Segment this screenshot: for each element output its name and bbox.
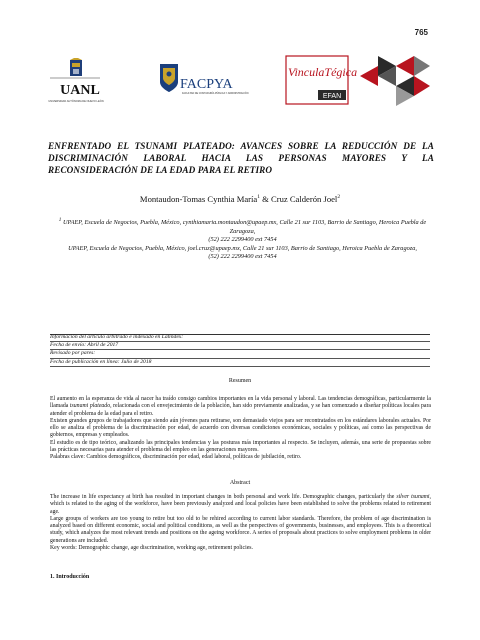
resumen-paragraph <box>50 396 431 418</box>
vinculategica-logo-graphic <box>278 48 438 114</box>
abstract-p1-end: , which is related to the aging of the workforce, have been previously analyzed and local policies have been established to solve the problems related to retirement age. <box>50 494 431 515</box>
abstract-heading: Abstract <box>229 480 251 486</box>
vinculategica-logo <box>278 48 438 114</box>
author-2-sup: 2 <box>337 194 341 201</box>
abstract-body <box>50 494 431 552</box>
page-number: 765 <box>414 28 428 37</box>
article-metadata <box>50 334 430 367</box>
affiliation-1-text: UPAEP, Escuela de Negocios, Puebla, México, cynthiamaria.montaudon@upaep.mx, Calle 21 sur 1103, Barrio de Santiago, Heroica Puebla de Zaragoza, <box>63 219 427 235</box>
affiliations <box>50 216 435 262</box>
resumen-p1-term: tsunami plateado <box>69 403 111 410</box>
metadata-line: Información del artículo arbitrado e indexado en Latindex: <box>50 334 430 342</box>
vt-wordmark: VinculaTégica <box>288 65 358 79</box>
metadata-line: Revisado por pares: <box>50 350 430 358</box>
uanl-logo-graphic <box>40 58 110 110</box>
affiliation-1-phone: (52) 222 2299400 ext 7454 <box>208 236 277 244</box>
uanl-wordmark: UANL <box>60 83 100 98</box>
abstract-p1-term: silver tsunami <box>396 494 430 500</box>
author-1: Montaudon-Tomas Cynthia María <box>139 194 258 204</box>
vt-sub: EFAN <box>322 93 342 100</box>
resumen-keywords: Palabras clave: Cambios demográficos, discriminación por edad, edad laboral, políticas de jubilación, retiro. <box>50 454 302 461</box>
section-heading-introduccion: 1. Introducción <box>50 574 90 580</box>
affiliation-1-sup: 1 <box>58 217 62 223</box>
authors-line <box>0 194 480 204</box>
author-1-sup: 1 <box>257 194 260 201</box>
resumen-p1-start: El aumento en la esperanza de vida al nacer ha traído consigo cambios importantes en la vida personal y laboral. Las tendencias demográficas, particularmente la llamada <box>50 396 431 410</box>
affiliation-2-text: UPAEP, Escuela de Negocios, Puebla, México, joel.cruz@upaep.mx, Calle 21 sur 1103, Barrio de Santiago, Heroica Puebla de Zaragoza, <box>68 244 417 252</box>
abstract-paragraph <box>50 494 431 516</box>
facpya-wordmark: FACPYA <box>180 77 233 92</box>
resumen-body <box>50 396 431 462</box>
uanl-caption: UNIVERSIDAD AUTÓNOMA DE NUEVO LEÓN <box>48 100 104 103</box>
abstract-paragraph: Large groups of workers are too young to retire but too old to be rehired according to current labor standards. Therefore, the problem of age discrimination is analyzed based on different economic, social and political conditions, as well as the perspectives of governments, businesses, and employees. This is a theoretical study, which analyzes the most relevant trends and positions on the ageing workforce. A series of proposals about practices to solve employment problems in older generations are included. <box>50 515 431 544</box>
author-separator: & <box>259 194 271 204</box>
abstract-p1-start: The increase in life expectancy at birth has resulted in important changes in both personal and work life. Demographic changes, particularly the <box>50 494 397 500</box>
abstract-keywords: Key words: Demographic change, age discrimination, working age, retirement policies. <box>50 545 253 552</box>
metadata-line: Fecha de publicación en línea: Julio de 2018 <box>50 359 430 367</box>
uanl-logo <box>40 58 110 110</box>
resumen-paragraph: El estudio es de tipo teórico, analizando las principales tendencias y las posturas más importantes al respecto. Se incluyen, además, una serie de propuestas sobre las prácticas necesarias para atender el problema del empleo en las generaciones mayores. <box>50 439 431 454</box>
affiliation-2-phone: (52) 222 2299400 ext 7454 <box>208 253 277 261</box>
facpya-logo-graphic <box>150 60 260 110</box>
author-2: Cruz Calderón Joel <box>270 194 338 204</box>
paper-title: ENFRENTADO EL TSUNAMI PLATEADO: AVANCES SOBRE LA REDUCCIÓN DE LA DISCRIMINACIÓN LABORAL HACIA LAS PERSONAS MAYORES Y LA RECONSIDERACIÓN DE LA EDAD PARA EL RETIRO <box>48 141 434 175</box>
facpya-logo <box>150 60 260 110</box>
resumen-heading: Resumen <box>228 378 252 384</box>
facpya-caption: FACULTAD DE CONTADURÍA PÚBLICA Y ADMINISTRACIÓN <box>182 92 249 95</box>
resumen-p1-end: , relacionada con el envejecimiento de la población, han sido previamente analizadas, y se han comenzado a diseñar políticas locales para atender el problema de la edad para el retiro. <box>50 403 431 417</box>
resumen-paragraph: Existen grandes grupos de trabajadores que siendo aún jóvenes para retirarse, son demasiado viejos para ser recontratados en los estándares laborales actuales. Por ello se analiza el problema de la discriminación por edad, de acuerdo con diversas condiciones económicas, sociales y políticas, así como las perspectivas de gobiernos, empresas y empleados. <box>50 417 431 439</box>
metadata-line: Fecha de envío: Abril de 2017 <box>50 342 430 350</box>
